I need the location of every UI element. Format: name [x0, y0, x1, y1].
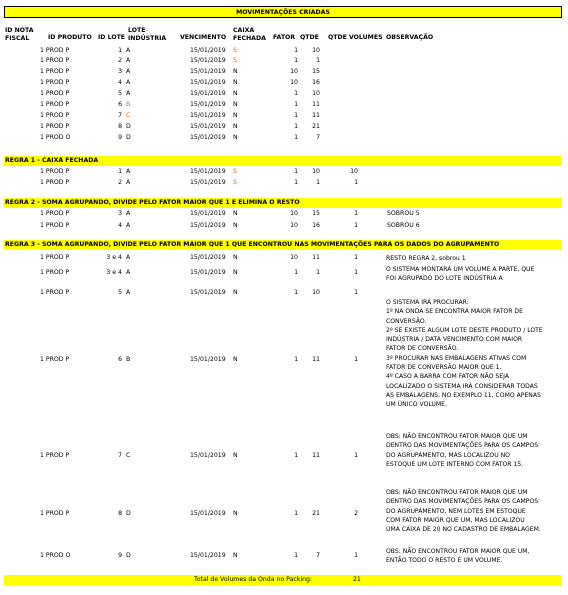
lote-cell: 1: [118, 47, 122, 54]
observacao-line: DO AGRUPAMENTO, MAS LOCALIZOU NO: [386, 451, 510, 459]
volumes-cell: 1: [354, 222, 358, 229]
vencimento-cell: 15/01/2019: [190, 47, 226, 54]
produto-cell: 1 PROD P: [40, 123, 70, 130]
fator-cell: 1: [294, 101, 298, 108]
lote-industria-cell: A: [126, 168, 131, 175]
lote-industria-cell: A: [126, 269, 131, 276]
observacao-line: O SISTEMA MONTARÁ UM VOLUME A PARTE, QUE: [386, 266, 535, 273]
fator-cell: 1: [294, 289, 298, 296]
observacao-cell: [386, 547, 562, 566]
vencimento-cell: 15/01/2019: [190, 79, 226, 86]
caixa-fechada-cell: N: [233, 79, 238, 86]
qtde-cell: 7: [316, 552, 320, 559]
fator-cell: 1: [294, 112, 298, 119]
lote-industria-cell: C: [126, 452, 131, 459]
header-fator: FATOR: [273, 34, 296, 41]
qtde-cell: 15: [312, 68, 320, 75]
caixa-fechada-cell: N: [233, 101, 238, 108]
vencimento-cell: 15/01/2019: [190, 210, 226, 217]
produto-cell: 1 PROD P: [40, 68, 70, 75]
observacao-line: UM ÚNICO VOLUME.: [386, 401, 447, 409]
observacao-line: AS EMBALAGENS, NO EXEMPLO 11, COMO APENAS: [386, 391, 541, 399]
volumes-cell: 1: [354, 269, 358, 276]
produto-cell: 1 PROD P: [40, 79, 70, 86]
vencimento-cell: 15/01/2019: [190, 101, 226, 108]
lote-cell: 1: [118, 168, 122, 175]
observacao-line: OBS: NÃO ENCONTROU FATOR MAIOR QUE UM: [386, 489, 528, 496]
fator-cell: 10: [290, 68, 298, 75]
regra3-bar: [4, 240, 562, 250]
caixa-fechada-cell: S: [233, 57, 237, 64]
caixa-fechada-cell: N: [233, 123, 238, 130]
lote-cell: 5: [118, 90, 122, 97]
observacao-cell: SOBROU 6: [387, 222, 420, 229]
lote-cell: 6: [118, 356, 122, 363]
lote-industria-cell: A: [126, 57, 131, 64]
fator-cell: 1: [294, 510, 298, 517]
volumes-cell: 1: [354, 356, 358, 363]
qtde-cell: 7: [316, 134, 320, 141]
fator-cell: 10: [290, 79, 298, 86]
lote-industria-cell: B: [126, 101, 131, 108]
header-lote-industria: LOTE INDÚSTRIA: [128, 27, 167, 42]
produto-cell: 1 PROD P: [40, 356, 70, 363]
page-title: MOVIMENTAÇÕES CRIADAS: [236, 9, 330, 16]
observacao-line: DENTRO DAS MOVIMENTAÇÕES PARA OS CAMPOS: [386, 442, 539, 450]
vencimento-cell: 15/01/2019: [190, 510, 226, 517]
observacao-cell: [386, 298, 562, 410]
qtde-cell: 16: [312, 79, 320, 86]
fator-cell: 1: [294, 552, 298, 559]
observacao-line: OBS: NÃO ENCONTROU FATOR MAIOR QUE UM,: [386, 548, 530, 555]
observacao-line: 3º PROCURAR NAS EMBALAGENS ATIVAS COM: [386, 354, 527, 362]
produto-cell: 1 PROD P: [40, 112, 70, 119]
lote-industria-cell: A: [126, 210, 131, 217]
lote-cell: 3: [118, 68, 122, 75]
fator-cell: 1: [294, 179, 298, 186]
observacao-line: COM FATOR MAIOR QUE UM, MAS LOCALIZOU: [386, 516, 525, 524]
volumes-cell: 1: [354, 452, 358, 459]
vencimento-cell: 15/01/2019: [190, 168, 226, 175]
lote-industria-cell: D: [126, 510, 131, 517]
qtde-cell: 15: [312, 210, 320, 217]
regra1-label: REGRA 1 - CAIXA FECHADA: [5, 157, 99, 164]
qtde-cell: 11: [312, 452, 320, 459]
header-id-lote: ID LOTE: [98, 34, 126, 41]
fator-cell: 1: [294, 356, 298, 363]
caixa-fechada-cell: N: [233, 210, 238, 217]
vencimento-cell: 15/01/2019: [190, 57, 226, 64]
caixa-fechada-cell: N: [233, 68, 238, 75]
produto-cell: 1 PROD P: [40, 101, 70, 108]
header-qtde-volumes: QTDE VOLUMES: [328, 34, 383, 41]
lote-industria-cell: B: [126, 356, 131, 363]
caixa-fechada-cell: S: [233, 179, 237, 186]
caixa-fechada-cell: N: [233, 222, 238, 229]
lote-cell: 8: [118, 510, 122, 517]
lote-industria-cell: A: [126, 90, 131, 97]
caixa-fechada-cell: N: [233, 289, 238, 296]
lote-cell: 3 e 4: [106, 269, 122, 276]
produto-cell: 1 PROD P: [40, 90, 70, 97]
lote-cell: 7: [118, 112, 122, 119]
footer-label: Total de Volumes da Onda no Packing:: [194, 576, 313, 583]
lote-cell: 3: [118, 210, 122, 217]
observacao-line: OBS: NÃO ENCONTROU FATOR MAIOR QUE UM: [386, 433, 528, 440]
qtde-cell: 11: [312, 101, 320, 108]
header-observacao: OBSERVAÇÃO: [386, 34, 434, 41]
fator-cell: 10: [290, 210, 298, 217]
lote-cell: 6: [118, 101, 122, 108]
qtde-cell: 11: [312, 356, 320, 363]
lote-cell: 3 e 4: [106, 254, 122, 261]
caixa-fechada-cell: S: [233, 47, 237, 54]
observacao-line: CONVERSÃO.: [386, 317, 427, 325]
qtde-cell: 16: [312, 222, 320, 229]
observacao-cell: [386, 488, 562, 534]
fator-cell: 1: [294, 57, 298, 64]
header-vencimento: VENCIMENTO: [180, 34, 227, 41]
volumes-cell: 2: [354, 510, 358, 517]
observacao-line: ENTÃO TODO O RESTO É UM VOLUME.: [386, 557, 503, 565]
caixa-fechada-cell: S: [233, 168, 237, 175]
fator-cell: 1: [294, 90, 298, 97]
lote-industria-cell: A: [126, 79, 131, 86]
observacao-line: INDÚSTRIA / DATA VENCIMENTO COM MAIOR: [386, 336, 523, 344]
caixa-fechada-cell: N: [233, 90, 238, 97]
qtde-cell: 10: [312, 90, 320, 97]
produto-cell: 1 PROD O: [40, 134, 71, 141]
lote-cell: 8: [118, 123, 122, 130]
vencimento-cell: 15/01/2019: [190, 269, 226, 276]
produto-cell: 1 PROD P: [40, 47, 70, 54]
vencimento-cell: 15/01/2019: [190, 134, 226, 141]
qtde-cell: 10: [312, 289, 320, 296]
produto-cell: 1 PROD P: [40, 222, 70, 229]
lote-industria-cell: D: [126, 123, 131, 130]
volumes-cell: 1: [354, 210, 358, 217]
observacao-cell: [386, 432, 562, 469]
qtde-cell: 1: [316, 269, 320, 276]
lote-industria-cell: A: [126, 68, 131, 75]
vencimento-cell: 15/01/2019: [190, 289, 226, 296]
observacao-line: DENTRO DAS MOVIMENTAÇÕES PARA OS CAMPOS: [386, 498, 539, 506]
produto-cell: 1 PROD P: [40, 254, 70, 261]
vencimento-cell: 15/01/2019: [190, 179, 226, 186]
fator-cell: 1: [294, 123, 298, 130]
caixa-fechada-cell: N: [233, 112, 238, 119]
produto-cell: 1 PROD P: [40, 269, 70, 276]
vencimento-cell: 15/01/2019: [190, 356, 226, 363]
observacao-line: ESTOQUE UM LOTE INTERNO COM FATOR 15.: [386, 460, 524, 468]
observacao-line: 1º NA ONDA SE ENCONTRA MAIOR FATOR DE: [386, 308, 523, 316]
observacao-line: FOI AGRUPADO DO LOTE INDÚSTRIA A: [386, 275, 503, 283]
caixa-fechada-cell: N: [233, 269, 238, 276]
qtde-cell: 11: [312, 254, 320, 261]
produto-cell: 1 PROD P: [40, 289, 70, 296]
vencimento-cell: 15/01/2019: [190, 68, 226, 75]
fator-cell: 10: [290, 222, 298, 229]
fator-cell: 1: [294, 269, 298, 276]
header-id-nota: ID NOTA FISCAL: [5, 27, 34, 42]
lote-industria-cell: A: [126, 179, 131, 186]
observacao-line: DO AGRUPAMENTO, NEM LOTES EM ESTOQUE: [386, 507, 526, 515]
qtde-cell: 10: [312, 168, 320, 175]
lote-cell: 5: [118, 289, 122, 296]
observacao-cell: [386, 265, 562, 284]
produto-cell: 1 PROD P: [40, 168, 70, 175]
vencimento-cell: 15/01/2019: [190, 123, 226, 130]
header-qtde: QTDE: [300, 34, 319, 41]
qtde-cell: 21: [312, 510, 320, 517]
caixa-fechada-cell: N: [233, 510, 238, 517]
qtde-cell: 21: [312, 123, 320, 130]
caixa-fechada-cell: N: [233, 452, 238, 459]
lote-cell: 9: [118, 552, 122, 559]
lote-cell: 7: [118, 452, 122, 459]
title-bar: [4, 6, 562, 18]
observacao-line: O SISTEMA IRÁ PROCURAR:: [386, 299, 469, 306]
produto-cell: 1 PROD P: [40, 452, 70, 459]
produto-cell: 1 PROD P: [40, 179, 70, 186]
caixa-fechada-cell: N: [233, 356, 238, 363]
qtde-cell: 10: [312, 47, 320, 54]
fator-cell: 1: [294, 47, 298, 54]
qtde-cell: 11: [312, 112, 320, 119]
fator-cell: 1: [294, 168, 298, 175]
caixa-fechada-cell: N: [233, 134, 238, 141]
volumes-cell: 1: [354, 179, 358, 186]
vencimento-cell: 15/01/2019: [190, 90, 226, 97]
lote-cell: 4: [118, 222, 122, 229]
regra3-label: REGRA 3 - SOMA AGRUPANDO, DIVIDE PELO FATOR MAIOR QUE 1 QUE ENCONTROU NAS MOVIMENTAÇÕES PARA OS DADOS DO AGRUPAMENTO: [5, 241, 500, 248]
lote-cell: 2: [118, 179, 122, 186]
produto-cell: 1 PROD P: [40, 210, 70, 217]
caixa-fechada-cell: N: [233, 552, 238, 559]
vencimento-cell: 15/01/2019: [190, 222, 226, 229]
qtde-cell: 1: [316, 179, 320, 186]
lote-cell: 4: [118, 79, 122, 86]
lote-industria-cell: A: [126, 222, 131, 229]
vencimento-cell: 15/01/2019: [190, 452, 226, 459]
footer-total: 21: [353, 576, 361, 583]
fator-cell: 1: [294, 134, 298, 141]
header-caixa-fechada: CAIXA FECHADA: [233, 27, 266, 42]
produto-cell: 1 PROD O: [40, 552, 71, 559]
vencimento-cell: 15/01/2019: [190, 112, 226, 119]
produto-cell: 1 PROD P: [40, 57, 70, 64]
lote-cell: 9: [118, 134, 122, 141]
lote-cell: 2: [118, 57, 122, 64]
observacao-line: FATOR DE CONVERSÃO MAIOR QUE 1.: [386, 364, 502, 372]
observacao-line: LOCALIZADO O SISTEMA IRÁ CONSIDERAR TODAS: [386, 382, 538, 390]
header-id-produto: ID PRODUTO: [48, 34, 92, 41]
lote-industria-cell: D: [126, 134, 131, 141]
fator-cell: 1: [294, 452, 298, 459]
produto-cell: 1 PROD P: [40, 510, 70, 517]
regra2-bar: [4, 198, 562, 208]
lote-industria-cell: C: [126, 112, 131, 119]
lote-industria-cell: A: [126, 289, 131, 296]
footer-bar: [4, 575, 562, 586]
regra1-bar: [4, 156, 562, 166]
observacao-line: RESTO REGRA 2, sobrou 1: [386, 255, 466, 262]
vencimento-cell: 15/01/2019: [190, 552, 226, 559]
regra2-label: REGRA 2 - SOMA AGRUPANDO, DIVIDE PELO FATOR MAIOR QUE 1 E ELIMINA O RESTO: [5, 199, 300, 206]
caixa-fechada-cell: N: [233, 254, 238, 261]
observacao-cell: [386, 254, 562, 263]
observacao-line: UMA CAIXA DE 20 NO CADASTRO DE EMBALAGEM.: [386, 526, 541, 534]
vencimento-cell: 15/01/2019: [190, 254, 226, 261]
volumes-cell: 1: [354, 289, 358, 296]
observacao-line: 2º SE EXISTE ALGUM LOTE DESTE PRODUTO / LOTE: [386, 326, 543, 334]
observacao-cell: SOBROU 5: [387, 210, 420, 217]
observacao-line: FATOR DE CONVERSÃO.: [386, 345, 459, 353]
lote-industria-cell: D: [126, 552, 131, 559]
qtde-cell: 1: [316, 57, 320, 64]
fator-cell: 10: [290, 254, 298, 261]
observacao-line: 4º CASO A BARRA COM FATOR NÃO SEJA: [386, 373, 509, 381]
volumes-cell: 1: [354, 254, 358, 261]
volumes-cell: 1: [354, 552, 358, 559]
volumes-cell: 10: [350, 168, 358, 175]
lote-industria-cell: A: [126, 47, 131, 54]
lote-industria-cell: A: [126, 254, 131, 261]
